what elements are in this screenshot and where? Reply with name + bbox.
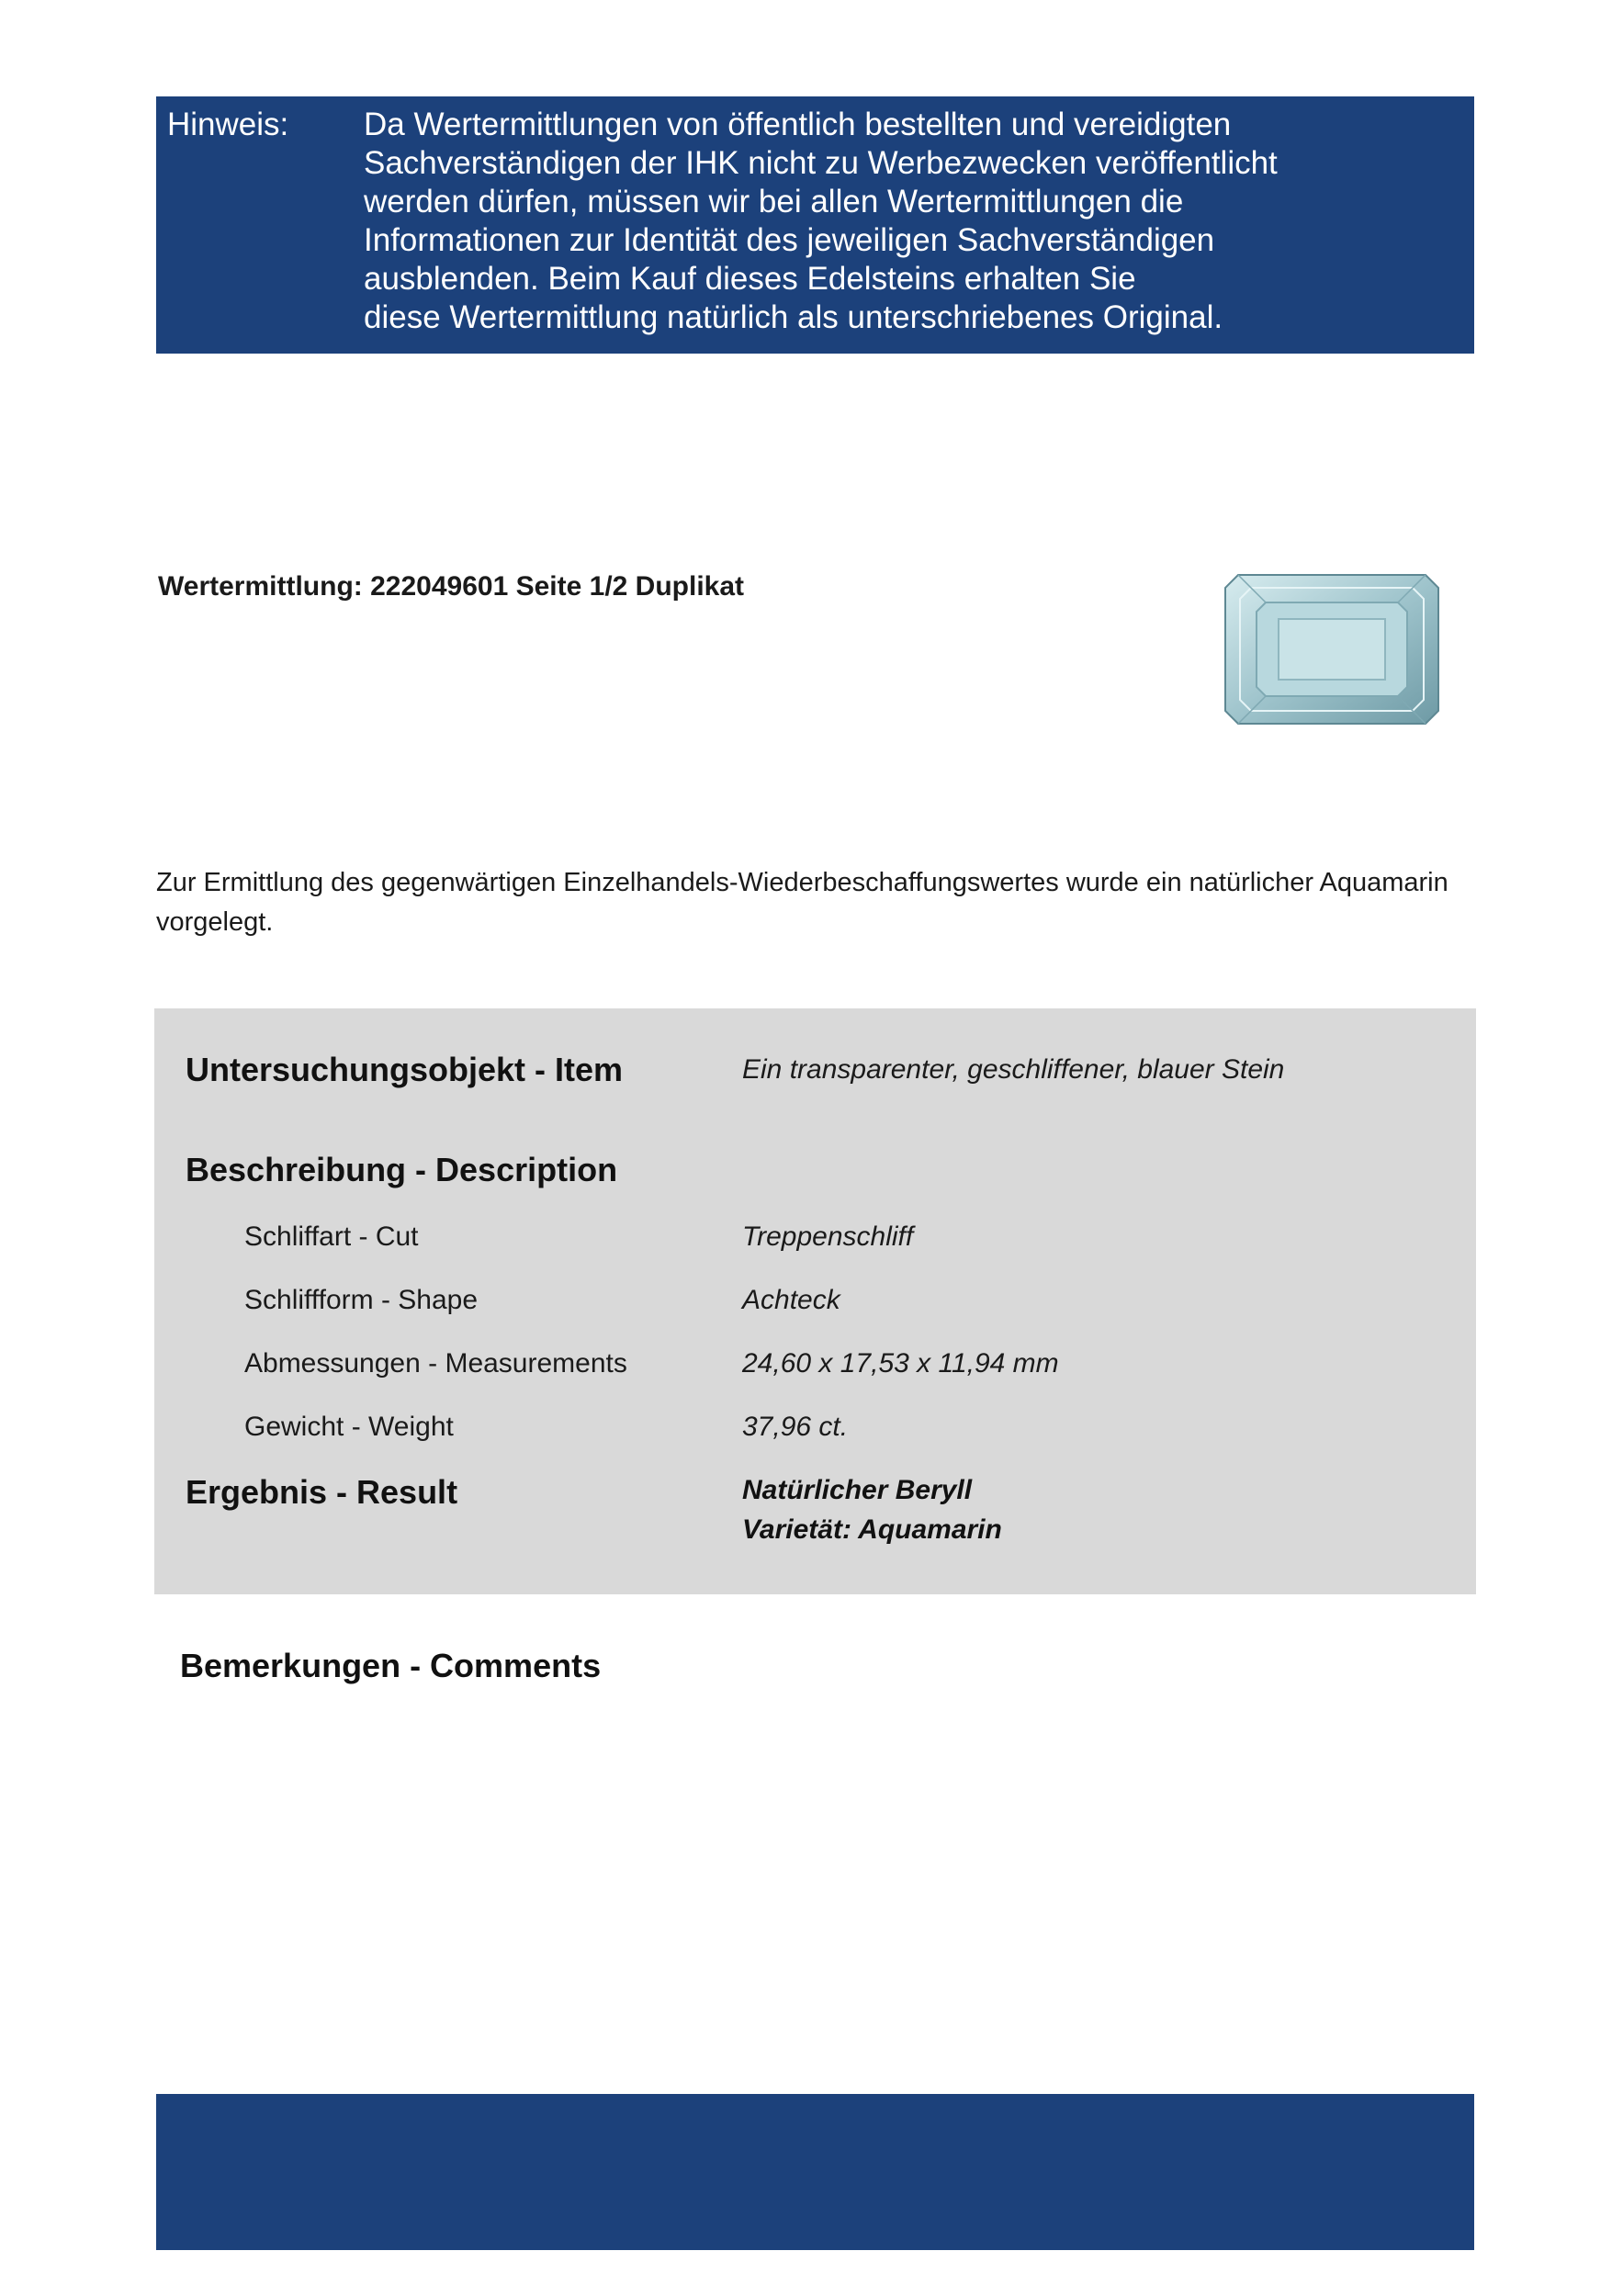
footer-bar [156,2094,1474,2250]
cut-label: Schliffart - Cut [244,1221,419,1252]
result-heading: Ergebnis - Result [186,1473,458,1511]
item-value: Ein transparenter, geschliffener, blauer Stein [742,1054,1285,1085]
notice-banner [156,96,1474,354]
shape-label: Schliffform - Shape [244,1285,479,1315]
cut-value: Treppenschliff [742,1221,914,1252]
comments-heading: Bemerkungen - Comments [180,1647,602,1684]
shape-value: Achteck [742,1285,840,1315]
notice-text: Da Wertermittlungen von öffentlich bestellten und vereidigten Sachverständigen der IHK nicht zu Werbezwecken veröffentlicht werden dürfen, müssen wir bei allen Wertermittlungen die Informationen zur Identität des jeweiligen Sachverständigen ausblenden. Beim Kauf dieses Edelsteins erhalten Sie diese Wertermittlung natürlich als unterschriebenes Original. [364,107,1278,335]
weight-value: 37,96 ct. [742,1412,849,1442]
item-heading: Untersuchungsobjekt - Item [186,1051,624,1088]
aquamarine-gem-image [1222,571,1442,727]
description-heading: Beschreibung - Description [186,1151,618,1188]
notice-label: Hinweis: [167,107,289,142]
report-panel [154,1008,1476,1594]
measurements-label: Abmessungen - Measurements [244,1348,627,1379]
appraisal-reference: Wertermittlung: 222049601 Seite 1/2 Duplikat [158,571,745,602]
result-line-2: Varietät: Aquamarin [742,1514,1002,1545]
result-line-1: Natürlicher Beryll [742,1475,973,1505]
weight-label: Gewicht - Weight [244,1412,454,1442]
measurements-value: 24,60 x 17,53 x 11,94 mm [742,1348,1059,1379]
intro-text: Zur Ermittlung des gegenwärtigen Einzelhandels-Wiederbeschaffungswertes wurde ein natürlicher Aquamarin vorgelegt. [156,868,1448,937]
